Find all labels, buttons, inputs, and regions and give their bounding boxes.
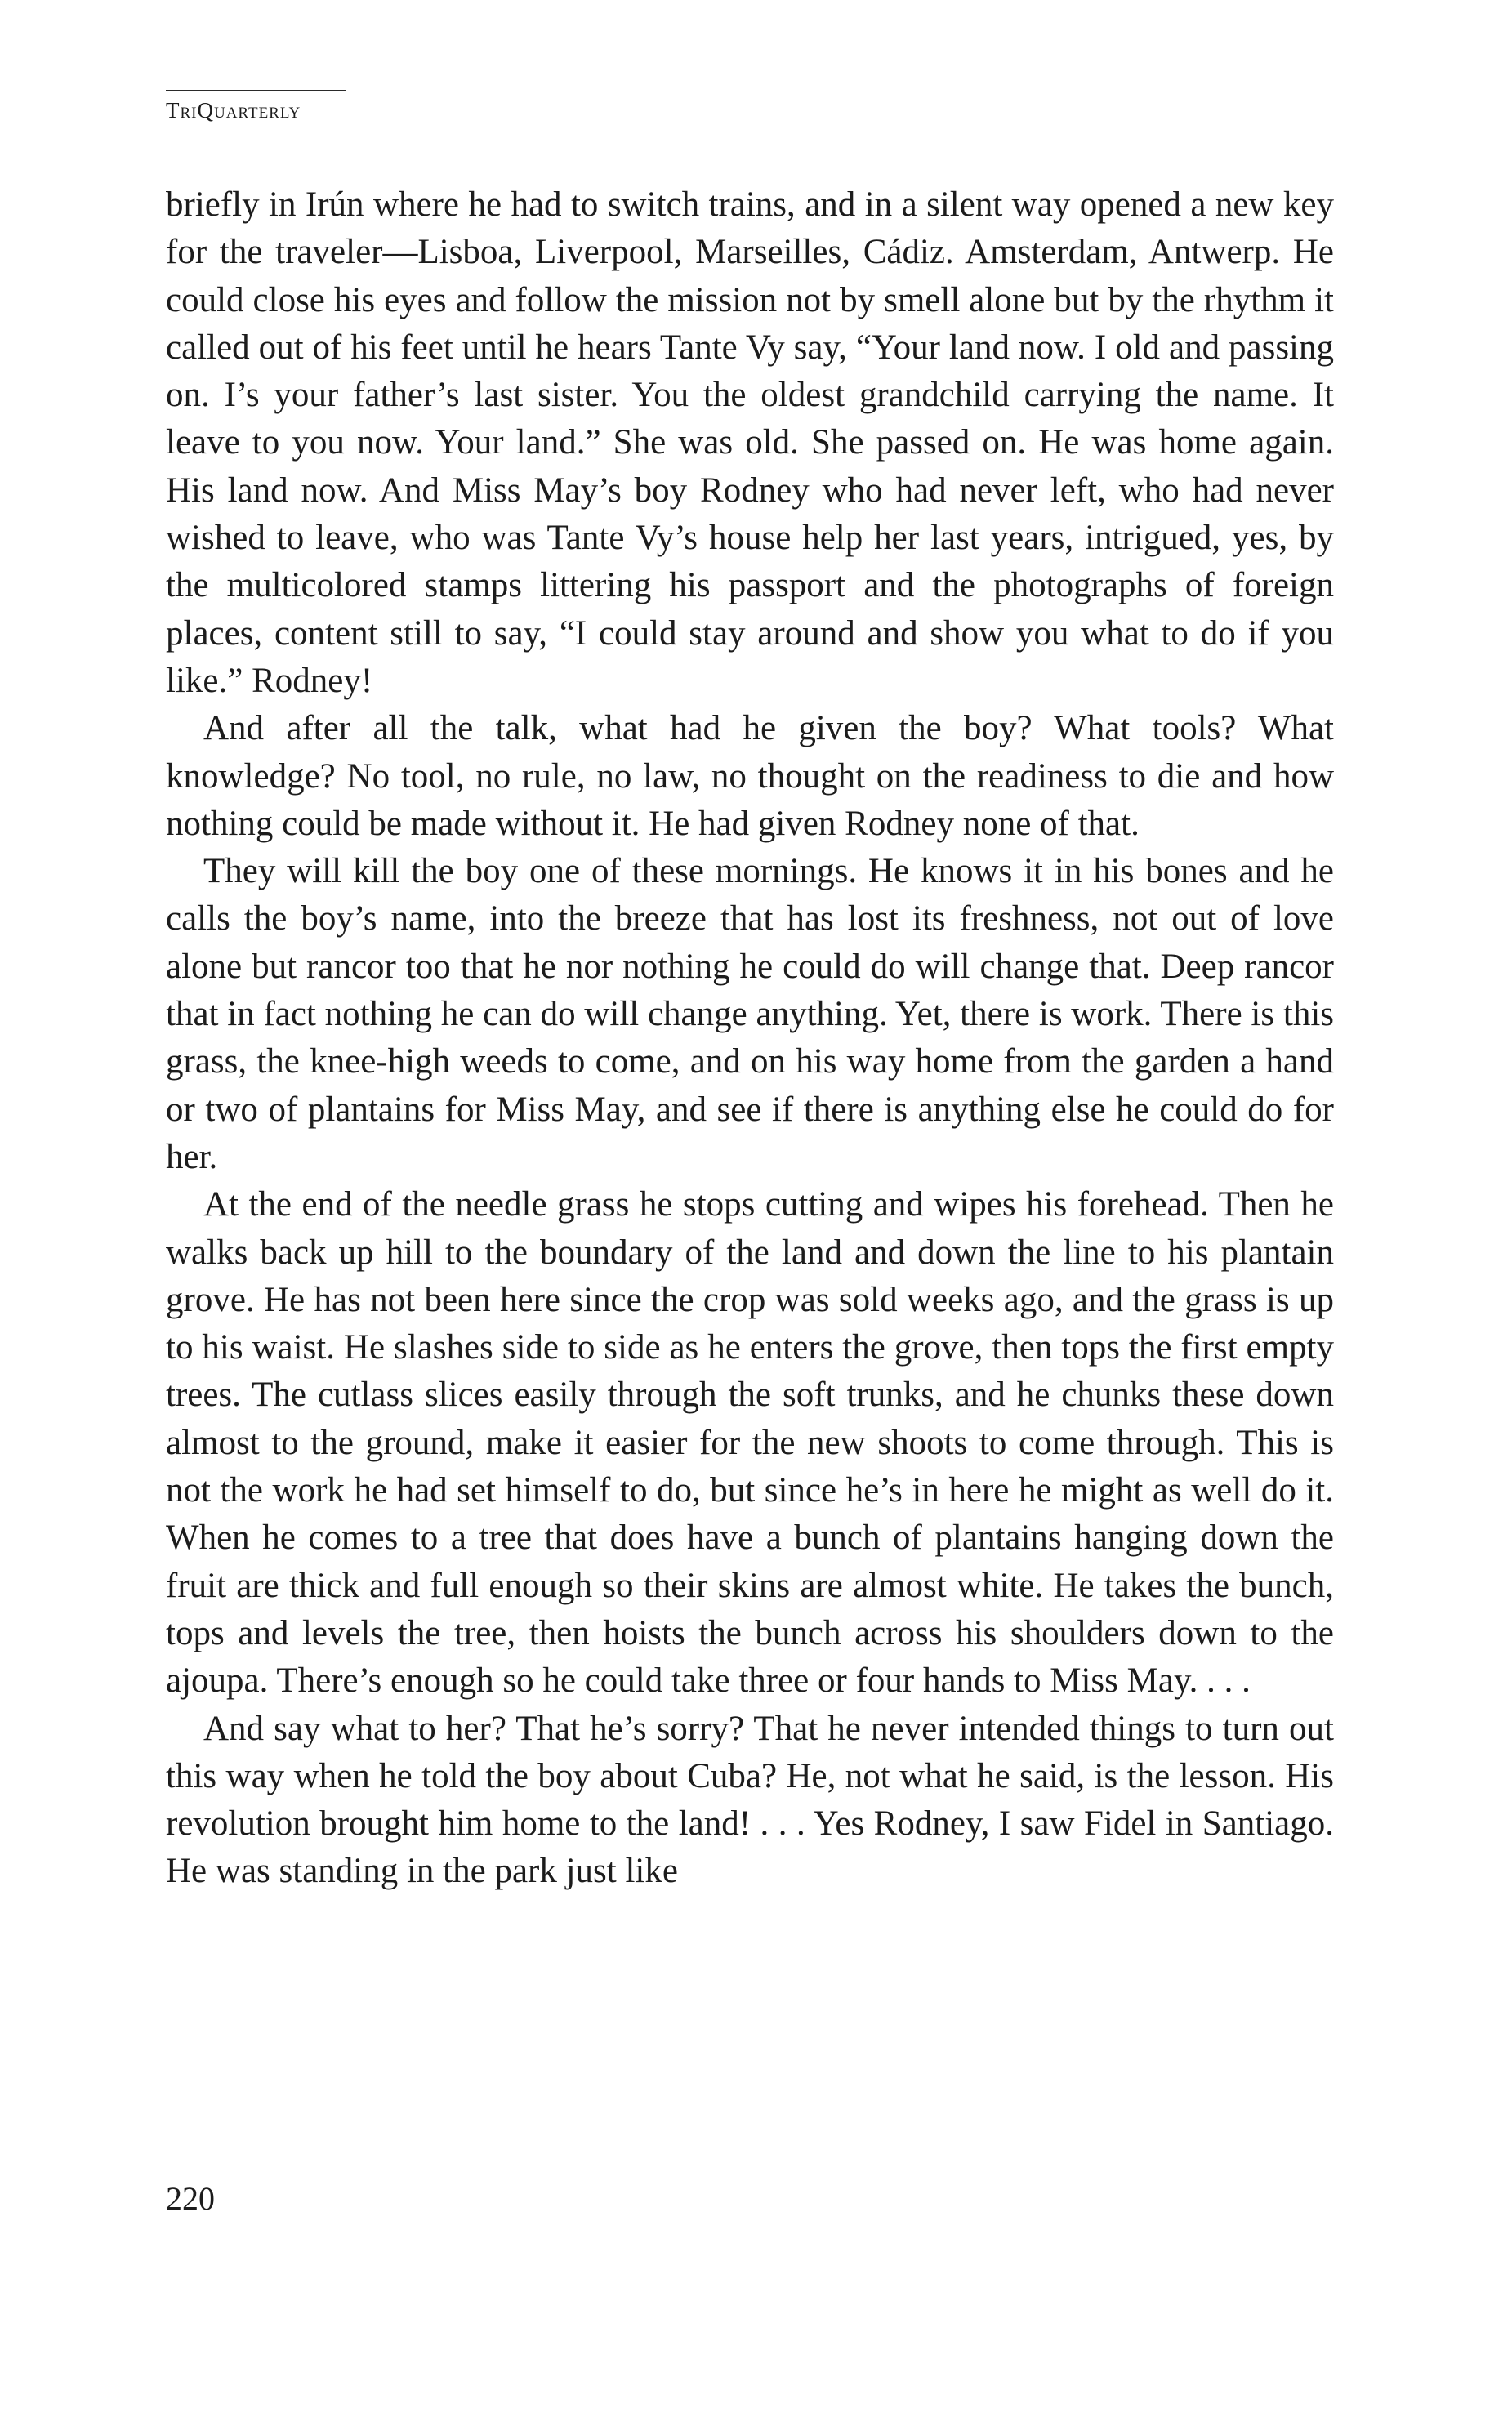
paragraph-5: And say what to her? That he’s sorry? That he never intended things to turn out this way when he told the boy about Cuba? He, not what he said, is the lesson. His revolution brought him home to the land! . . . Yes Rodney, I saw Fidel in Santiago. He was standing in the park just like [166,1709,1334,1891]
paragraph-4: At the end of the needle grass he stops cutting and wipes his forehead. Then he walks back up hill to the boundary of the land and down the line to his plantain grove. He has not been here since the crop was sold weeks ago, and the grass is up to his waist. He slashes side to side as he enters the grove, then tops the first empty trees. The cutlass slices easily through the soft trunks, and he chunks these down almost to the ground, make it easier for the new shoots to come through. This is not the work he had set himself to do, but since he’s in here he might as well do it. When he comes to a tree that does have a bunch of plantains hanging down the fruit are thick and full enough so their skins are almost white. He takes the bunch, tops and levels the tree, then hoists the bunch across his shoulders down to the ajoupa. There’s enough so he could take three or four hands to Miss May. . . . [166,1185,1334,1701]
running-head: TriQuarterly [166,90,346,122]
page-number: 220 [166,2180,215,2217]
paragraph-1: briefly in Irún where he had to switch trains, and in a silent way opened a new key for the traveler—Lisboa, Liverpool, Marseilles, Cádiz. Amsterdam, Antwerp. He could close his eyes and follow the mission not by smell alone but by the rhythm it called out of his feet until he hears Tante Vy say, “Your land now. I old and passing on. I’s your father’s last sister. You the oldest grandchild carrying the name. It leave to you now. Your land.” She was old. She passed on. He was home again. His land now. And Miss May’s boy Rodney who had never left, who had never wished to leave, who was Tante Vy’s house help her last years, intrigued, yes, by the multicolored stamps littering his passport and the photographs of foreign places, content still to say, “I could stay around and show you what to do if you like.” Rodney! [166,185,1334,700]
paragraph-3: They will kill the boy one of these mornings. He knows it in his bones and he calls the boy’s name, into the breeze that has lost its freshness, not out of love alone but rancor too that he nor nothing he could do will change that. Deep rancor that in fact nothing he can do will change anything. Yet, there is work. There is this grass, the knee-high weeds to come, and on his way home from the garden a hand or two of plantains for Miss May, and see if there is anything else he could do for her. [166,852,1334,1176]
paragraph-2: And after all the talk, what had he given the boy? What tools? What knowledge? No tool, no rule, no law, no thought on the readiness to die and how nothing could be made without it. He had given Rodney none of that. [166,709,1334,843]
body-text [166,181,1334,1896]
